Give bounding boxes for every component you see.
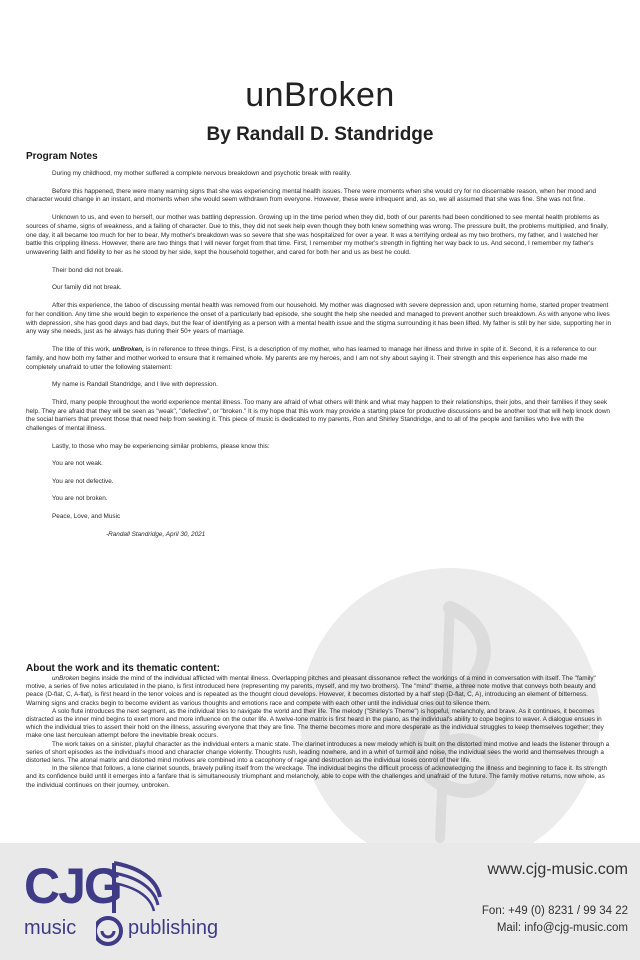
about-text: begins inside the mind of the individual afflicted with mental illness. Overlapping pitches and pleasant dissonance reflect the workings of a mind in conversation with itself. The "family" motive, a series of five notes articulated in the piano, is first introduced here (representing my parents, myself, and my two brothers). The "mind" theme, a three note motive that conveys both beauty and peace (D-flat, C, A-flat), is first heard in the tenor voices and is repeated as the thought cloud develops. However, it becomes distorted by a half step (D-flat, C, A), introducing an element of bitterness. Warning signs and cracks begin to become evident as various thoughts and emotions race and compete with each other until the individual cries out to silence them. xyxy=(26,675,596,707)
notes-paragraph: Third, many people throughout the world experience mental illness. Too many are afraid of what others will think and what may happen to their relationships, their jobs, and their families if they seek help. They are afraid that they will be seen as "weak", "defective", or "broken." It is my hope that this work may provide a starting place for productive discussions and be another tool that will help knock down the social barriers that prevent those that need help from seeking it. This piece of music is dedicated to my parents, Ron and Shirley Standridge, and to all of the people and families who live with the challenges of mental illness. xyxy=(26,398,610,433)
notes-paragraph: Lastly, to those who may be experiencing similar problems, please know this: xyxy=(52,442,270,450)
program-notes-body xyxy=(26,170,612,548)
notes-paragraph: After this experience, the taboo of discussing mental health was removed from our household. My mother was diagnosed with severe depression and, upon returning home, started proper treatment for her condition. Any time she would begin to experience the onset of a particularly bad episode, she sought the help she needed and managed to prevent another such breakdown. As with anyone who lives with depression, she has good days and bad days, but the fear of identifying as a person with a mental health issue and the stigma surrounding it has been lifted. My father is still by her side, supporting her in any way she needs, just as he always has during their 50+ years of marriage. xyxy=(26,301,612,336)
notes-paragraph: You are not broken. xyxy=(52,495,108,503)
cjg-logo xyxy=(20,857,230,953)
publisher-email: Mail: info@cjg-music.com xyxy=(496,922,628,934)
notes-paragraph: Our family did not break. xyxy=(52,284,122,292)
logo-publishing-text: publishing xyxy=(128,917,219,939)
notes-text: The title of this work, xyxy=(52,345,113,353)
publisher-website: www.cjg-music.com xyxy=(487,861,628,878)
notes-paragraph: Unknown to us, and even to herself, our mother was battling depression. Growing up in the time period when they did, both of our parents had been conditioned to see mental health problems as sources of shame, signs of weakness, and a failing of character. Due to this, they did not seek help even though they both knew something was wrong. The pressure built, the problems multiplied, and finally, one day, it all became too much for her to bear. My mother's breakdown was so severe that she was hospitalized for over a year. It was a terrifying ordeal as my two brothers, my father, and I watched her battle this crippling illness. However, there are two things that I will never forget from that time. First, I remember my mother's strength in fighting her way back to us. And second, I remember my father's unwavering faith and fidelity to her as he stood by her side, kept the household together, and cared for both her and us as best he could. xyxy=(26,213,608,257)
notes-paragraph xyxy=(26,346,612,372)
about-heading: About the work and its thematic content: xyxy=(26,663,220,674)
about-paragraph: In the silence that follows, a lone clarinet sounds, bravely pulling itself from the wreckage. The individual begins the difficult process of acknowledging the illness and beginning to face it. Its strength and its confidence build until it emerges into a fanfare that is simultaneously triumphant and melancholy, able to cope with the challenges and unafraid of the future. The family motive returns, now whole, as the individual continues on their journey, unbroken. xyxy=(26,765,608,789)
notes-paragraph: You are not weak. xyxy=(52,460,103,468)
notes-text: is in reference to three things. First, is a description of my mother, who has learned to manage her illness and thrive in spite of it. Second, it is a reference to our family, and how both my father and mother worked to ensure that it remained whole. My parents are my heroes, and I am not shy about saying it. Their strength and this experience has also made me completely unafraid to utter the following statement: xyxy=(26,345,597,371)
notes-paragraph: Their bond did not break. xyxy=(52,266,124,274)
about-paragraph: A solo flute introduces the next segment, as the individual tries to navigate the world and their life. The melody ("Shirley's Theme") is hopeful, melancholy, and brave. As it continues, it becomes distracted as the inner mind begins to exert more and more influence on the outer life. A twelve-tone matrix is first heard in the piano, as the individual's ability to cope begins to waver. A dialogue ensues in which the individual tries to assert their hold on the illness, assuring everyone that they are fine. The theme becomes more and more desperate as the individual struggles to keep themselves together; they make one last herculean attempt before the inevitable break occurs. xyxy=(26,707,604,740)
composer-byline: By Randall D. Standridge xyxy=(206,124,434,145)
notes-paragraph: My name is Randall Standridge, and I live with depression. xyxy=(52,381,218,389)
publisher-footer xyxy=(0,843,640,960)
logo-cjg-text: CJG xyxy=(24,858,121,914)
notes-paragraph: Peace, Love, and Music xyxy=(52,513,121,521)
work-title-inline: unBroken xyxy=(52,675,80,682)
document-title: unBroken xyxy=(245,76,395,114)
notes-paragraph: You are not defective. xyxy=(52,477,114,485)
publisher-phone: Fon: +49 (0) 8231 / 99 34 22 xyxy=(481,905,628,917)
notes-signature: -Randall Standridge, April 30, 2021 xyxy=(106,530,206,538)
about-paragraph: The work takes on a sinister, playful character as the individual enters a manic state. The clarinet introduces a new melody which is built on the distorted mind motive and leads the listener through a series of short episodes as the individual's mood and character change violently. Thoughts rush, leading nowhere, and in a whirl of turmoil and noise, the individual sees the world and themselves through a distorted lens. The atonal matrix and distorted mind motives are combined into a cacophony of rage and destruction as the individual loses control of their life. xyxy=(26,740,610,765)
logo-music-text: music xyxy=(24,917,77,939)
program-notes-heading: Program Notes xyxy=(26,151,98,162)
work-title-inline: unBroken, xyxy=(112,345,144,353)
notes-paragraph: Before this happened, there were many warning signs that she was experiencing mental health issues. There were moments when she would cry for no discernable reason, when her mood and character would change in an instant, and moments when she would seem withdrawn from everyone. However, these were infrequent and, as so, we all assumed that she was fine. She was not fine. xyxy=(26,187,597,204)
about-body xyxy=(26,675,612,843)
notes-paragraph: During my childhood, my mother suffered a complete nervous breakdown and psychotic break with reality. xyxy=(52,170,352,177)
about-paragraph xyxy=(26,675,612,708)
